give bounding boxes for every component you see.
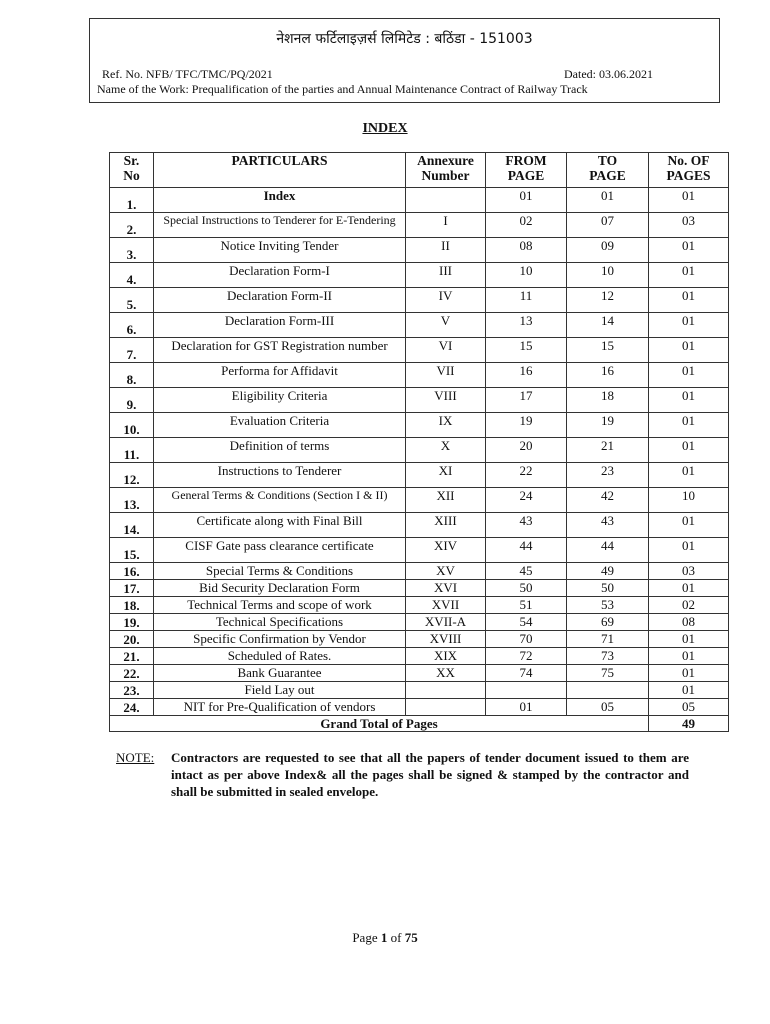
header-to-page: TO PAGE [567, 153, 649, 188]
row-particulars: Declaration Form-I [154, 263, 406, 288]
row-particulars: Declaration Form-II [154, 288, 406, 313]
row-to-page: 50 [567, 580, 649, 597]
row-from-page: 19 [486, 413, 567, 438]
row-annexure: XI [406, 463, 486, 488]
table-row [110, 682, 729, 699]
row-no-of-pages: 01 [649, 188, 729, 213]
row-to-page: 69 [567, 614, 649, 631]
note-label: NOTE: [116, 750, 155, 765]
row-to-page: 15 [567, 338, 649, 363]
table-row [110, 338, 729, 363]
row-no-of-pages: 01 [649, 682, 729, 699]
row-from-page: 24 [486, 488, 567, 513]
grand-total-row [110, 716, 729, 732]
row-no-of-pages: 01 [649, 631, 729, 648]
row-sr-number: 14. [110, 513, 154, 538]
row-no-of-pages: 01 [649, 438, 729, 463]
table-row [110, 213, 729, 238]
row-sr-number: 23. [110, 682, 154, 699]
row-annexure: XVI [406, 580, 486, 597]
table-row [110, 699, 729, 716]
row-no-of-pages: 01 [649, 263, 729, 288]
index-table [109, 152, 729, 732]
row-sr-number: 8. [110, 363, 154, 388]
row-particulars: Bid Security Declaration Form [154, 580, 406, 597]
header-particulars: PARTICULARS [154, 153, 406, 188]
page-footer [0, 930, 770, 946]
row-from-page: 10 [486, 263, 567, 288]
row-annexure: II [406, 238, 486, 263]
row-sr-number: 18. [110, 597, 154, 614]
row-annexure: III [406, 263, 486, 288]
table-row [110, 597, 729, 614]
table-row [110, 263, 729, 288]
row-sr-number: 22. [110, 665, 154, 682]
row-from-page: 44 [486, 538, 567, 563]
row-to-page: 49 [567, 563, 649, 580]
row-to-page: 10 [567, 263, 649, 288]
row-to-page: 21 [567, 438, 649, 463]
row-particulars: Definition of terms [154, 438, 406, 463]
row-annexure: XIX [406, 648, 486, 665]
row-from-page: 17 [486, 388, 567, 413]
row-no-of-pages: 08 [649, 614, 729, 631]
row-particulars: Instructions to Tenderer [154, 463, 406, 488]
row-to-page: 23 [567, 463, 649, 488]
row-to-page: 12 [567, 288, 649, 313]
row-to-page: 05 [567, 699, 649, 716]
grand-total-label: Grand Total of Pages [110, 716, 649, 732]
row-annexure: XV [406, 563, 486, 580]
row-annexure [406, 699, 486, 716]
row-from-page: 22 [486, 463, 567, 488]
row-annexure: V [406, 313, 486, 338]
table-row [110, 438, 729, 463]
row-to-page: 44 [567, 538, 649, 563]
row-annexure: VI [406, 338, 486, 363]
page-word: Page [352, 930, 378, 945]
row-annexure: I [406, 213, 486, 238]
row-from-page: 16 [486, 363, 567, 388]
grand-total-value: 49 [649, 716, 729, 732]
table-row [110, 538, 729, 563]
row-no-of-pages: 01 [649, 463, 729, 488]
row-annexure: XX [406, 665, 486, 682]
row-from-page: 51 [486, 597, 567, 614]
row-from-page: 20 [486, 438, 567, 463]
row-annexure: VIII [406, 388, 486, 413]
row-annexure [406, 682, 486, 699]
row-no-of-pages: 01 [649, 538, 729, 563]
row-from-page: 50 [486, 580, 567, 597]
row-particulars: CISF Gate pass clearance certificate [154, 538, 406, 563]
work-name: Name of the Work: Prequalification of the parties and Annual Maintenance Contract of Railway Track [97, 82, 588, 96]
note-text: Contractors are requested to see that all the papers of tender document issued to them are intact as per above Index& all the pages shall be signed & stamped by the contractor and shall be submitted in sealed envelope. [171, 750, 689, 799]
table-row [110, 238, 729, 263]
row-annexure: XVIII [406, 631, 486, 648]
row-sr-number: 3. [110, 238, 154, 263]
row-from-page: 02 [486, 213, 567, 238]
row-sr-number: 24. [110, 699, 154, 716]
row-annexure: XVII-A [406, 614, 486, 631]
row-sr-number: 6. [110, 313, 154, 338]
row-particulars: Certificate along with Final Bill [154, 513, 406, 538]
table-row [110, 288, 729, 313]
row-to-page: 14 [567, 313, 649, 338]
row-particulars: Special Terms & Conditions [154, 563, 406, 580]
row-to-page [567, 682, 649, 699]
date-text: Dated: 03.06.2021 [564, 67, 653, 81]
row-from-page: 45 [486, 563, 567, 580]
row-sr-number: 7. [110, 338, 154, 363]
row-no-of-pages: 01 [649, 288, 729, 313]
table-row [110, 580, 729, 597]
row-no-of-pages: 02 [649, 597, 729, 614]
index-heading: INDEX [362, 121, 408, 136]
row-annexure: XII [406, 488, 486, 513]
row-from-page: 01 [486, 188, 567, 213]
row-no-of-pages: 03 [649, 563, 729, 580]
row-no-of-pages: 01 [649, 238, 729, 263]
row-sr-number: 12. [110, 463, 154, 488]
row-to-page: 09 [567, 238, 649, 263]
row-sr-number: 5. [110, 288, 154, 313]
row-from-page: 74 [486, 665, 567, 682]
row-particulars: Declaration Form-III [154, 313, 406, 338]
row-no-of-pages: 01 [649, 363, 729, 388]
row-sr-number: 21. [110, 648, 154, 665]
table-row [110, 614, 729, 631]
row-sr-number: 2. [110, 213, 154, 238]
row-particulars: Field Lay out [154, 682, 406, 699]
table-row [110, 188, 729, 213]
table-row [110, 648, 729, 665]
row-no-of-pages: 10 [649, 488, 729, 513]
row-particulars: Notice Inviting Tender [154, 238, 406, 263]
row-to-page: 16 [567, 363, 649, 388]
row-particulars: Specific Confirmation by Vendor [154, 631, 406, 648]
current-page: 1 [380, 930, 388, 945]
row-to-page: 73 [567, 648, 649, 665]
row-particulars: Performa for Affidavit [154, 363, 406, 388]
row-from-page: 54 [486, 614, 567, 631]
row-particulars: Bank Guarantee [154, 665, 406, 682]
table-row [110, 363, 729, 388]
row-particulars: Eligibility Criteria [154, 388, 406, 413]
row-no-of-pages: 01 [649, 338, 729, 363]
header-sr: Sr. No [110, 153, 154, 188]
row-sr-number: 10. [110, 413, 154, 438]
row-sr-number: 19. [110, 614, 154, 631]
row-from-page: 08 [486, 238, 567, 263]
row-to-page: 19 [567, 413, 649, 438]
table-row [110, 665, 729, 682]
row-to-page: 18 [567, 388, 649, 413]
row-particulars: Index [154, 188, 406, 213]
row-annexure: IX [406, 413, 486, 438]
row-to-page: 01 [567, 188, 649, 213]
row-no-of-pages: 01 [649, 513, 729, 538]
row-particulars: Technical Specifications [154, 614, 406, 631]
row-from-page: 43 [486, 513, 567, 538]
row-particulars: NIT for Pre-Qualification of vendors [154, 699, 406, 716]
table-row [110, 631, 729, 648]
of-word: of [390, 930, 402, 945]
header-from-page: FROM PAGE [486, 153, 567, 188]
row-to-page: 43 [567, 513, 649, 538]
row-no-of-pages: 01 [649, 648, 729, 665]
row-no-of-pages: 01 [649, 665, 729, 682]
row-from-page: 70 [486, 631, 567, 648]
row-sr-number: 13. [110, 488, 154, 513]
row-sr-number: 4. [110, 263, 154, 288]
row-annexure: VII [406, 363, 486, 388]
row-from-page: 13 [486, 313, 567, 338]
header-annexure: Annexure Number [406, 153, 486, 188]
row-no-of-pages: 01 [649, 580, 729, 597]
row-sr-number: 9. [110, 388, 154, 413]
row-sr-number: 15. [110, 538, 154, 563]
row-particulars: Special Instructions to Tenderer for E-Tendering [154, 213, 406, 238]
row-no-of-pages: 01 [649, 413, 729, 438]
row-sr-number: 20. [110, 631, 154, 648]
row-sr-number: 17. [110, 580, 154, 597]
table-row [110, 388, 729, 413]
total-pages: 75 [404, 930, 418, 945]
row-sr-number: 1. [110, 188, 154, 213]
row-from-page: 15 [486, 338, 567, 363]
table-header-row [110, 153, 729, 188]
row-particulars: Technical Terms and scope of work [154, 597, 406, 614]
row-no-of-pages: 05 [649, 699, 729, 716]
table-row [110, 313, 729, 338]
row-annexure: XIV [406, 538, 486, 563]
row-annexure: X [406, 438, 486, 463]
company-title: नेशनल फर्टिलाइज़र्स लिमिटेड : बठिंडा - 151003 [276, 31, 533, 47]
row-sr-number: 11. [110, 438, 154, 463]
table-row [110, 563, 729, 580]
row-from-page: 11 [486, 288, 567, 313]
row-annexure: XIII [406, 513, 486, 538]
row-particulars: Scheduled of Rates. [154, 648, 406, 665]
row-from-page [486, 682, 567, 699]
row-to-page: 75 [567, 665, 649, 682]
row-sr-number: 16. [110, 563, 154, 580]
row-particulars: Evaluation Criteria [154, 413, 406, 438]
row-to-page: 71 [567, 631, 649, 648]
row-particulars: General Terms & Conditions (Section I & II) [154, 488, 406, 513]
header-box [89, 18, 720, 103]
document-date [564, 67, 653, 82]
row-to-page: 53 [567, 597, 649, 614]
table-row [110, 463, 729, 488]
row-annexure: IV [406, 288, 486, 313]
row-to-page: 42 [567, 488, 649, 513]
table-row [110, 488, 729, 513]
row-no-of-pages: 03 [649, 213, 729, 238]
row-from-page: 72 [486, 648, 567, 665]
row-no-of-pages: 01 [649, 388, 729, 413]
row-annexure: XVII [406, 597, 486, 614]
header-no-of-pages: No. OF PAGES [649, 153, 729, 188]
table-row [110, 413, 729, 438]
reference-number: Ref. No. NFB/ TFC/TMC/PQ/2021 [102, 67, 273, 81]
row-to-page: 07 [567, 213, 649, 238]
row-from-page: 01 [486, 699, 567, 716]
row-particulars: Declaration for GST Registration number [154, 338, 406, 363]
row-no-of-pages: 01 [649, 313, 729, 338]
table-row [110, 513, 729, 538]
row-annexure [406, 188, 486, 213]
